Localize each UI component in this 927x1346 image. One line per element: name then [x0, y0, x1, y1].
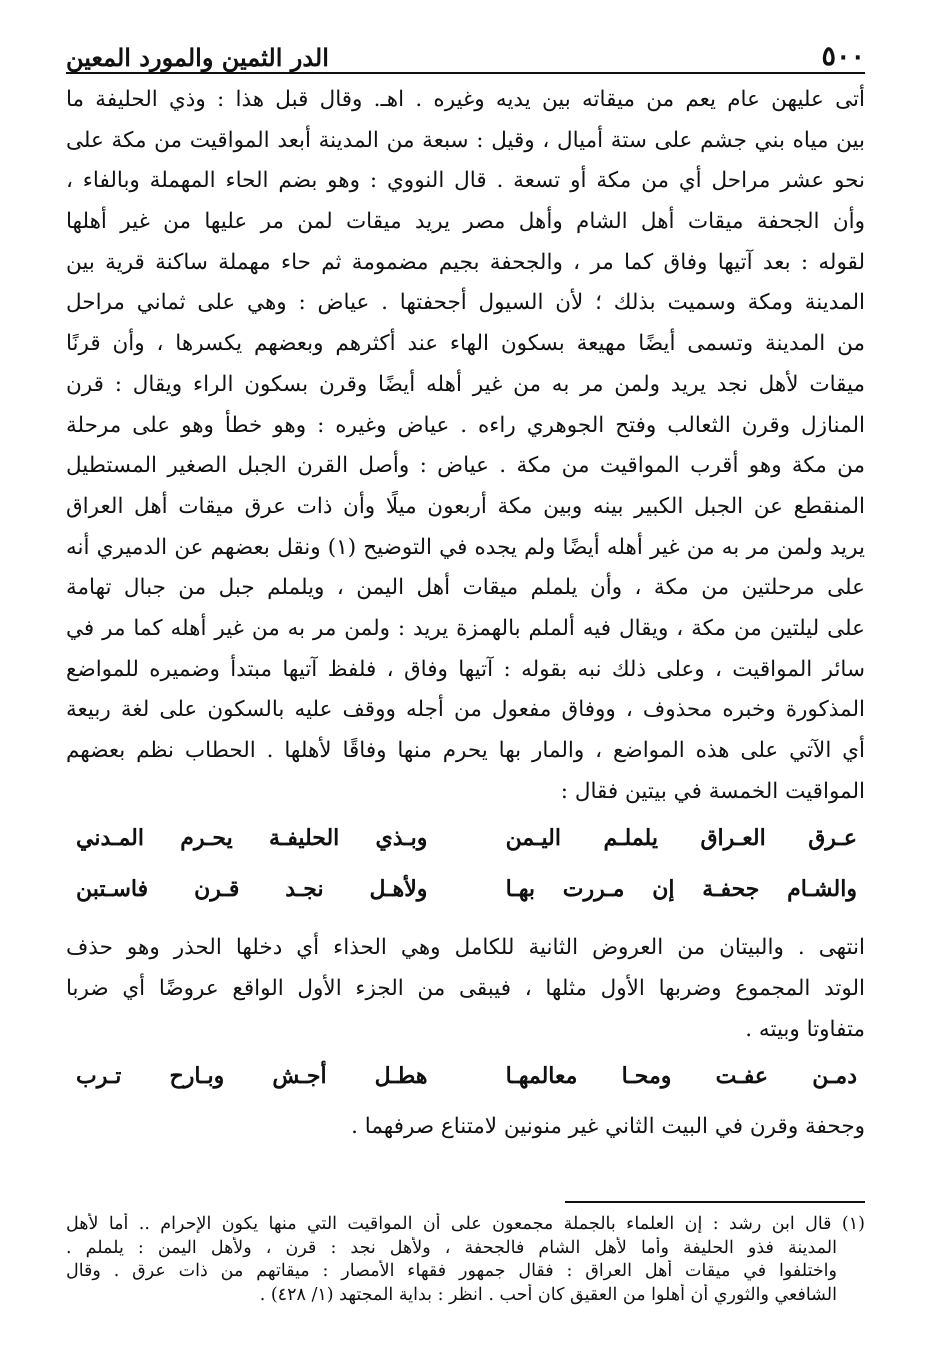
verse-line	[66, 812, 865, 863]
page-number: ٥٠٠	[821, 41, 865, 72]
text-line: متفاوتا وبيته .	[745, 1016, 865, 1042]
paragraph-2	[66, 928, 865, 1050]
main-text	[66, 80, 865, 1148]
text-line: الوتد المجموع وضربها الأول مثلها ، فيبقى من الجزء الأول الواقع عروضًا أي ضربا	[66, 976, 865, 1002]
footnote-separator	[565, 1201, 865, 1203]
verse-second-hemistich: هطـل أجـش وبـارح تـرب	[76, 1062, 428, 1089]
page-header	[66, 28, 865, 74]
text-line: انتهى . والبيتان من العروض الثانية للكامل وهي الحذاء أي دخلها الحذر وهو حذف	[66, 935, 865, 961]
text-line: أتى عليهن عام يعم من ميقاته بين يديه وغيره . اهـ. وقال قبل هذا : وذي الحليفة ما	[66, 87, 865, 112]
text-line: بين مياه بني جشم على ستة أميال ، وقيل : سبعة من المدينة أبعد المواقيت من مكة على	[66, 127, 865, 153]
text-line: من المدينة وتسمى أيضًا مهيعة بسكون الهاء عند أكثرهم وبعضهم يكسرها ، وأن قرنًا	[66, 331, 865, 357]
verse-first-hemistich: عـرق العـراق يلملـم اليـمن	[505, 824, 857, 851]
text-line: لقوله : بعد آتيها وفاق كما مر ، والجحفة بجيم مضمومة ثم حاء مهملة ساكنة قرية بين	[66, 249, 865, 275]
text-line: على ليلتين من مكة ، ويقال فيه ألملم بالهمزة يريد : ولمن مر به من غير أهله كما مر في	[66, 615, 865, 641]
text-line: المواقيت الخمسة في بيتين فقال :	[560, 778, 865, 804]
text-line: من مكة وهو أقرب المواقيت من مكة . عياض : وأصل القرن الجبل الصغير المستطيل	[66, 453, 865, 479]
text-line: يريد ولمن مر به من غير أهله أيضًا ولم يجده في التوضيح (١) ونقل بعضهم عن الدميري أنه	[66, 534, 865, 560]
text-line: المنقطع عن الجبل الكبير بينه وبين مكة أربعون ميلًا وأن ذات عرق ميقات أهل العراق	[66, 493, 865, 519]
text-line: سائر المواقيت ، وعلى ذلك نبه بقوله : آتيها وفاق ، فلفظ آتيها مبتدأ وضميره للمواضع	[66, 656, 865, 682]
footnote-line: واختلفوا في ميقات أهل العراق : فقال جمهور فقهاء الأمصار : ميقاتهم من ذات عرق . وقال	[66, 1261, 837, 1282]
paragraph-1	[66, 80, 865, 812]
text-line: المنازل وقرن الثعالب وفتح الجوهري راءه . عياض وغيره : وهو خطأ وهو على مرحلة	[66, 412, 865, 438]
verse-first-hemistich: دمـن عفـت ومحـا معالمهـا	[505, 1062, 857, 1089]
running-title: الدر الثمين والمورد المعين	[66, 43, 329, 72]
text-line: نحو عشر مراحل أي من مكة أو تسعة . قال النووي : وهو بضم الحاء المهملة وبالفاء ،	[66, 168, 865, 194]
text-line: المذكورة وخبره محذوف ، ووفاق مفعول من أجله ووقف عليه بالسكون على لغة ربيعة	[66, 697, 865, 723]
text-line: المدينة ومكة وسميت بذلك ؛ لأن السيول أجحفتها . عياض : وهي على ثماني مراحل	[66, 290, 865, 316]
verse-line	[66, 1050, 865, 1101]
paragraph-3	[66, 1107, 865, 1148]
text-line: على مرحلتين من مكة ، وأن يلملم ميقات أهل اليمن ، ويلملم جبل من جبال تهامة	[66, 575, 865, 601]
verse-line	[66, 863, 865, 914]
footnote-line: المدينة فذو الحليفة وأما لأهل الشام فالجحفة ، ولأهل نجد : قرن ، ولأهل اليمن : يلملم .	[66, 1237, 837, 1258]
footnotes	[66, 1213, 865, 1307]
verse-second-hemistich: ولأهـل نجـد قـرن فاسـتبن	[76, 875, 428, 902]
verse-first-hemistich: والشـام جحفـة إن مـررت بهـا	[505, 875, 857, 902]
text-line: وجحفة وقرن في البيت الثاني غير منونين لامتناع صرفهما .	[351, 1114, 865, 1140]
footnote-line: (١) قال ابن رشد : إن العلماء بالجملة مجمعون على أن المواقيت التي منها يكون الإحرام .. أما لأهل	[66, 1214, 865, 1235]
poem-1	[66, 812, 865, 914]
poem-2	[66, 1050, 865, 1101]
footnote-line: الشافعي والثوري أن أهلوا من العقيق كان أحب . انظر : بداية المجتهد (١/ ٤٢٨) .	[259, 1284, 837, 1305]
text-line: أي الآتي على هذه المواضع ، والمار بها يحرم منها وفاقًا لأهلها . الحطاب نظم بعضهم	[66, 738, 865, 763]
text-line: ميقات لأهل نجد يريد ولمن مر به من غير أهله أيضًا وقرن بسكون الراء ويقال : قرن	[66, 371, 865, 397]
verse-second-hemistich: وبـذي الحليفـة يحـرم المـدني	[76, 824, 428, 851]
text-line: وأن الجحفة ميقات أهل الشام وأهل مصر يريد ميقات لمن مر عليها من غير أهلها	[66, 209, 865, 235]
